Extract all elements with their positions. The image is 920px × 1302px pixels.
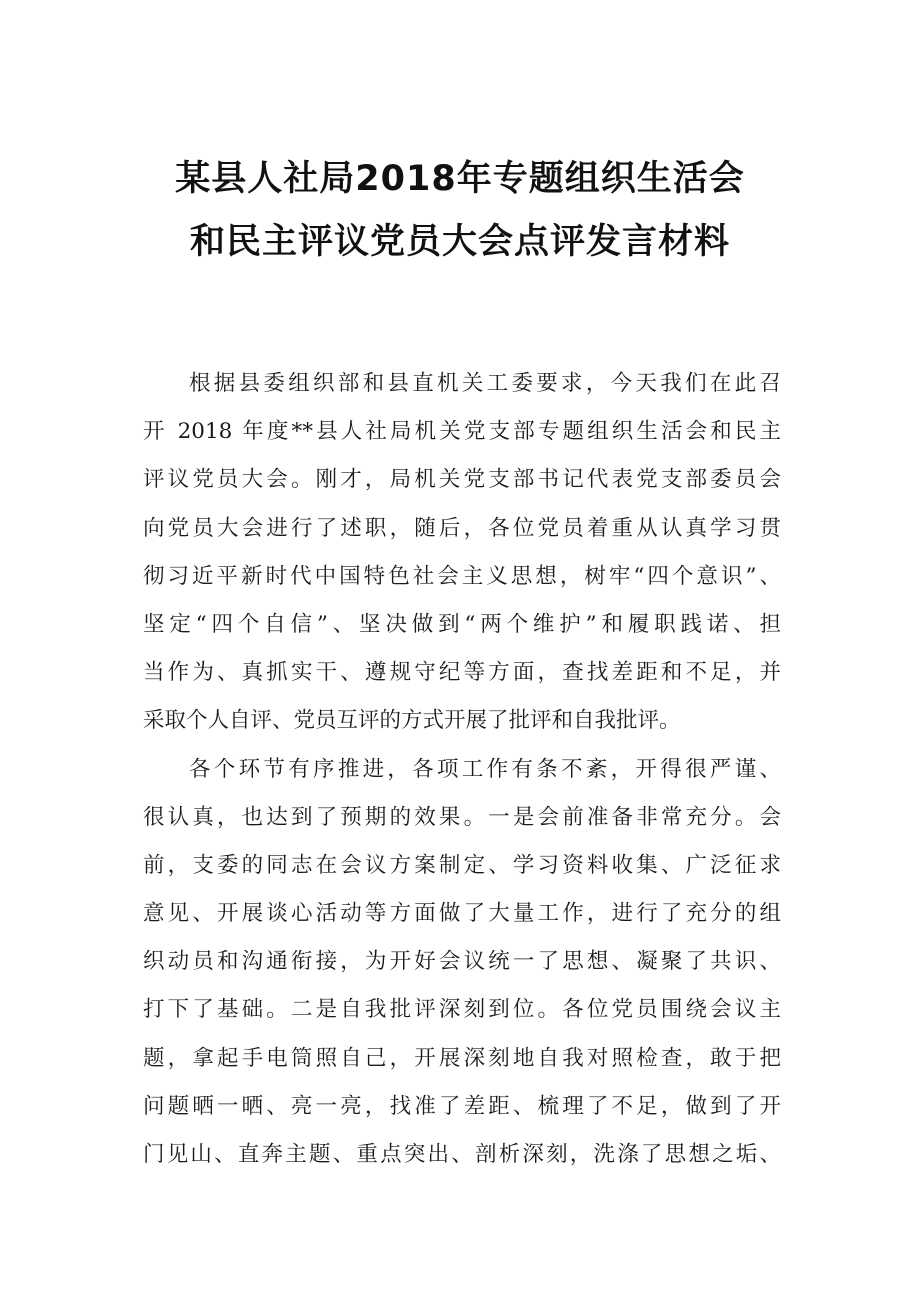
paragraph-1-line: 向党员大会进行了述职，随后，各位党员着重从认真学习贯 — [143, 515, 781, 541]
paragraph-1-line: 根据县委组织部和县直机关工委要求，今天我们在此召 — [189, 371, 781, 396]
paragraph-2-line: 前，支委的同志在会议方案制定、学习资料收集、广泛征求 — [143, 852, 781, 878]
paragraph-2-line: 织动员和沟通衔接，为开好会议统一了思想、凝聚了共识、 — [143, 949, 781, 975]
title-line-1: 某县人社局2018年专题组织生活会 — [175, 159, 745, 199]
paragraph-2-line: 门见山、直奔主题、重点突出、剖析深刻，洗涤了思想之垢、 — [143, 1142, 781, 1167]
paragraph-2-line: 题，拿起手电筒照自己，开展深刻地自我对照检查，敢于把 — [143, 1045, 781, 1071]
paragraph-1-line: 开 2018 年度**县人社局机关党支部专题组织生活会和民主 — [143, 419, 781, 445]
paragraph-2-line: 很认真，也达到了预期的效果。一是会前准备非常充分。会 — [143, 804, 781, 830]
paragraph-2-line: 意见、开展谈心活动等方面做了大量工作，进行了充分的组 — [143, 901, 781, 927]
paragraph-1-line: 采取个人自评、党员互评的方式开展了批评和自我批评。 — [143, 708, 681, 734]
document-title — [100, 148, 820, 274]
paragraph-1-line: 坚定“四个自信”、坚决做到“两个维护”和履职践诺、担 — [143, 611, 781, 637]
paragraph-1-line: 当作为、真抓实干、遵规守纪等方面，查找差距和不足，并 — [143, 660, 781, 686]
paragraph-1-line: 评议党员大会。刚才，局机关党支部书记代表党支部委员会 — [143, 467, 781, 493]
paragraph-2-line: 打下了基础。二是自我批评深刻到位。各位党员围绕会议主 — [143, 997, 781, 1023]
paragraph-2-line: 各个环节有序推进，各项工作有条不紊，开得很严谨、 — [189, 756, 781, 782]
paragraph-1-line: 彻习近平新时代中国特色社会主义思想，树牢“四个意识”、 — [143, 563, 781, 589]
title-line-2: 和民主评议党员大会点评发言材料 — [189, 222, 730, 262]
paragraph-2-line: 问题晒一晒、亮一亮，找准了差距、梳理了不足，做到了开 — [143, 1093, 781, 1119]
document-body — [143, 360, 781, 1179]
